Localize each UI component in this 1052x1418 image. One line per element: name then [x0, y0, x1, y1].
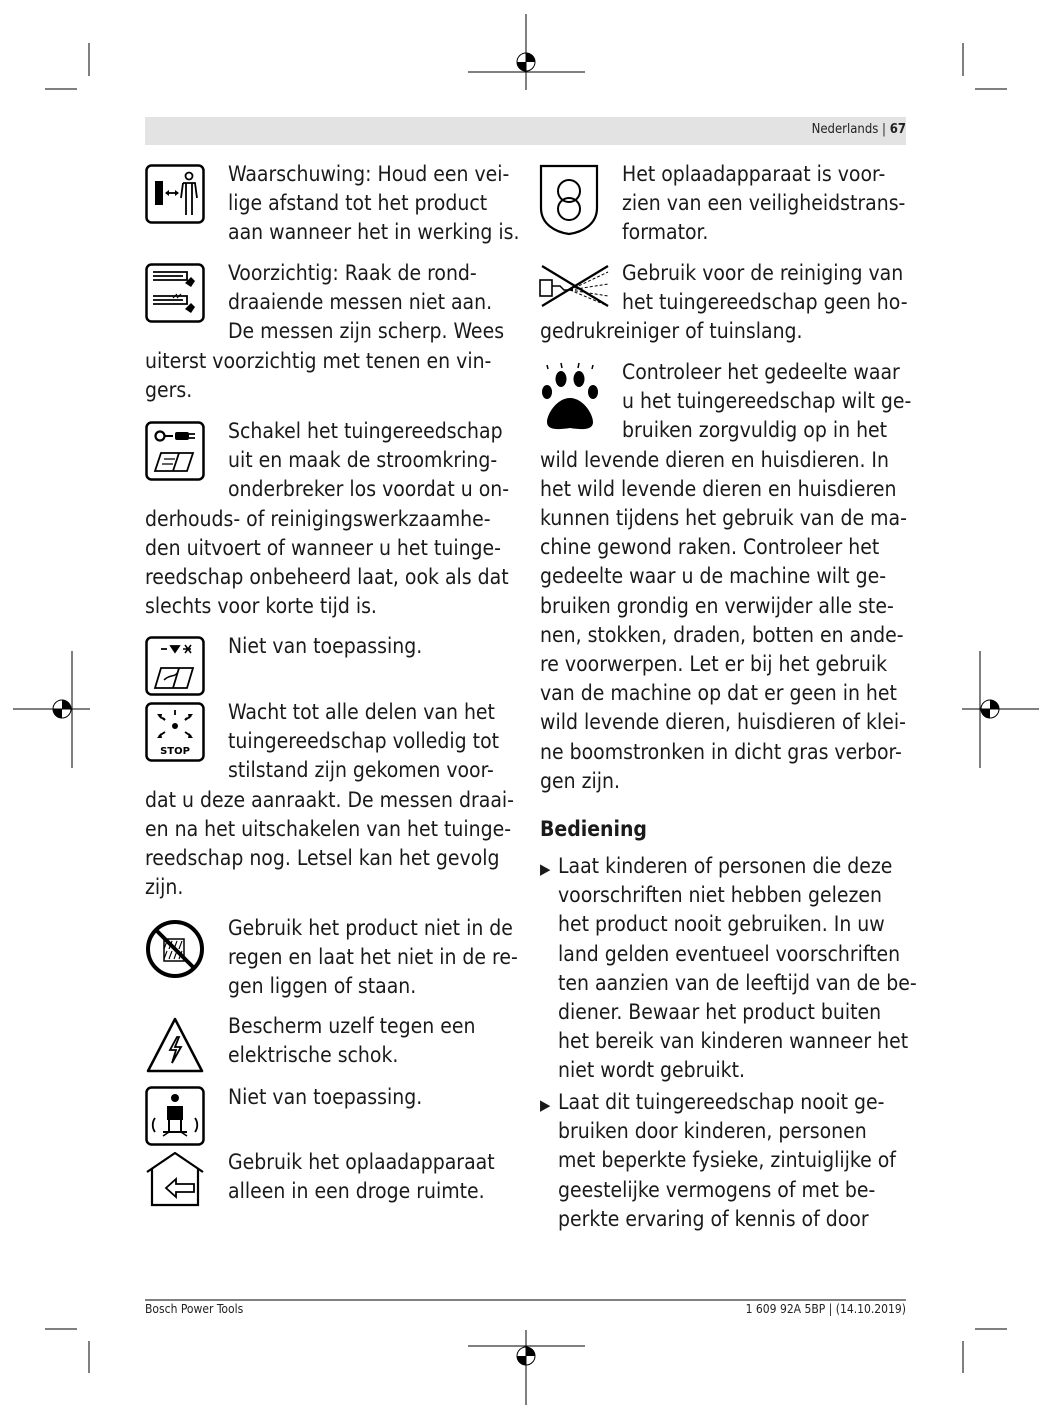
stop-rotation-icon: [145, 702, 205, 762]
text-line: formator.: [622, 220, 709, 245]
text-line: het wild levende dieren en huisdieren: [540, 476, 897, 501]
text-line: bruiken door kinderen, personen: [558, 1119, 867, 1144]
text-line: wild levende dieren, huisdieren of klei-: [540, 710, 906, 735]
page-header: [812, 122, 906, 137]
text-line: derhouds- of reinigingswerkzaamhe-: [145, 506, 491, 531]
text-line: De messen zijn scherp. Wees: [228, 319, 505, 344]
text-line: Laat dit tuingereedschap nooit ge-: [558, 1090, 885, 1114]
text-line: chine gewond raken. Controleer het: [540, 535, 880, 560]
text-line: Het oplaadapparaat is voor-: [622, 162, 886, 186]
text-line: Laat kinderen of personen die deze: [558, 854, 893, 878]
text-line: reedschap onbeheerd laat, ook als dat: [145, 565, 509, 590]
text-line: uiterst voorzichtig met tenen en vin-: [145, 348, 492, 373]
electric-shock-warning-icon: [144, 1015, 206, 1077]
no-high-pressure-text: [540, 259, 908, 347]
text-line: Schakel het tuingereedschap: [228, 419, 503, 443]
text-line: Gebruik het product niet in de: [228, 916, 513, 940]
header-language: Nederlands: [811, 122, 879, 137]
text-line: onderbreker los voordat u on-: [228, 477, 510, 502]
text-line: geestelijke vermogens of met be-: [558, 1177, 876, 1202]
text-line: voorschriften niet hebben gelezen: [558, 883, 883, 908]
text-line: slechts voor korte tijd is.: [145, 594, 377, 619]
footer-brand: Bosch Power Tools: [145, 1302, 244, 1316]
rotating-blades-icon: [145, 263, 205, 323]
text-line: bruiken grondig en verwijder alle ste-: [540, 593, 894, 618]
text-line: van de machine op dat er geen in het: [540, 681, 897, 706]
not-applicable-text-2: [228, 1083, 422, 1112]
text-line: tuingereedschap volledig tot: [228, 729, 500, 754]
dry-room-text: [228, 1148, 495, 1206]
disconnect-plug-manual-icon: [145, 421, 205, 481]
text-line: Niet van toepassing.: [228, 1085, 423, 1109]
text-line: reedschap nog. Letsel kan het gevolg: [145, 846, 500, 871]
page-number: 67: [889, 122, 906, 137]
text-line: het bereik van kinderen wanneer het: [558, 1029, 909, 1054]
text-line: re voorwerpen. Let er bij het gebruik: [540, 652, 888, 677]
text-line: perkte ervaring of kennis of door: [558, 1206, 869, 1231]
text-line: bruiken zorgvuldig op in het: [622, 418, 888, 443]
animal-paw-icon: [539, 362, 601, 434]
text-line: aan wanneer het in werking is.: [228, 220, 520, 245]
safety-transformer-icon: [539, 164, 599, 236]
text-line: lige afstand tot het product: [228, 191, 488, 216]
text-line: u het tuingereedschap wilt ge-: [622, 389, 912, 414]
text-line: kunnen tijdens het gebruik van de ma-: [540, 506, 907, 531]
not-applicable-person-icon: [145, 1086, 205, 1146]
safety-distance-icon: [145, 164, 205, 224]
indoor-use-icon: [144, 1150, 206, 1208]
text-line: zien van een veiligheidstrans-: [622, 191, 906, 216]
text-line: ne boomstronken in dicht gras verbor-: [540, 739, 902, 764]
check-animals-text: [540, 358, 912, 796]
text-line: en na het uitschakelen van het tuinge-: [145, 816, 512, 841]
text-line: draaiende messen niet aan.: [228, 290, 493, 315]
text-line: diener. Bewaar het product buiten: [558, 1000, 882, 1025]
bullet-marker-1: ▶: [540, 860, 551, 878]
text-line: stilstand zijn gekomen voor-: [228, 758, 494, 783]
text-line: uit en maak de stroomkring-: [228, 448, 498, 473]
no-rain-icon: [145, 919, 205, 979]
text-line: regen en laat het niet in de re-: [228, 945, 518, 970]
text-line: den uitvoert of wanneer u het tuinge-: [145, 535, 501, 560]
text-line: het tuingereedschap geen ho-: [622, 290, 908, 315]
text-line: Controleer het gedeelte waar: [622, 360, 900, 384]
text-line: wild levende dieren en huisdieren. In: [540, 447, 889, 472]
text-line: gedeelte waar u de machine wilt ge-: [540, 564, 887, 589]
text-line: niet wordt gebruikt.: [558, 1058, 746, 1083]
text-line: gen zijn.: [540, 768, 620, 793]
text-line: land gelden eventueel voorschriften: [558, 941, 901, 966]
text-line: Voorzichtig: Raak de rond-: [228, 261, 477, 285]
stop-label: STOP: [160, 746, 190, 757]
text-line: Gebruik het oplaadapparaat: [228, 1150, 495, 1174]
footer-doc-id: 1 609 92A 5BP | (14.10.2019): [745, 1302, 906, 1316]
text-line: Bescherm uzelf tegen een: [228, 1014, 476, 1038]
text-line: Niet van toepassing.: [228, 634, 423, 658]
caution-blades-text: [145, 259, 505, 405]
text-line: gers.: [145, 377, 193, 402]
bullet-item-1: [558, 852, 917, 1086]
header-separator: |: [878, 122, 890, 137]
text-line: nen, stokken, draden, botten en ande-: [540, 622, 904, 647]
text-line: ten aanzien van de leeftijd van de be-: [558, 970, 917, 995]
text-line: alleen in een droge ruimte.: [228, 1179, 485, 1204]
header-bar: [145, 117, 906, 145]
text-line: het product nooit gebruiken. In uw: [558, 912, 885, 937]
text-line: Waarschuwing: Houd een vei-: [228, 162, 510, 186]
text-line: met beperkte fysieke, zintuiglijke of: [558, 1148, 896, 1173]
warning-distance-text: [228, 160, 519, 248]
text-line: Gebruik voor de reiniging van: [622, 261, 904, 285]
text-line: gedrukreiniger of tuinslang.: [540, 319, 803, 344]
text-line: elektrische schok.: [228, 1043, 399, 1068]
no-high-pressure-cleaner-icon: [538, 262, 612, 308]
not-applicable-device-icon-1: [145, 636, 205, 696]
bullet-item-2: [558, 1088, 896, 1234]
text-line: gen liggen of staan.: [228, 974, 417, 999]
switch-off-text: [145, 417, 510, 621]
bullet-marker-2: ▶: [540, 1096, 551, 1114]
section-heading-bediening: Bediening: [540, 817, 647, 841]
safety-transformer-text: [622, 160, 905, 248]
text-line: dat u deze aanraakt. De messen draai-: [145, 787, 514, 812]
text-line: Wacht tot alle delen van het: [228, 700, 495, 724]
not-applicable-text-1: [228, 632, 422, 661]
text-line: zijn.: [145, 875, 184, 900]
no-rain-text: [228, 914, 518, 1002]
electric-shock-text: [228, 1012, 476, 1070]
